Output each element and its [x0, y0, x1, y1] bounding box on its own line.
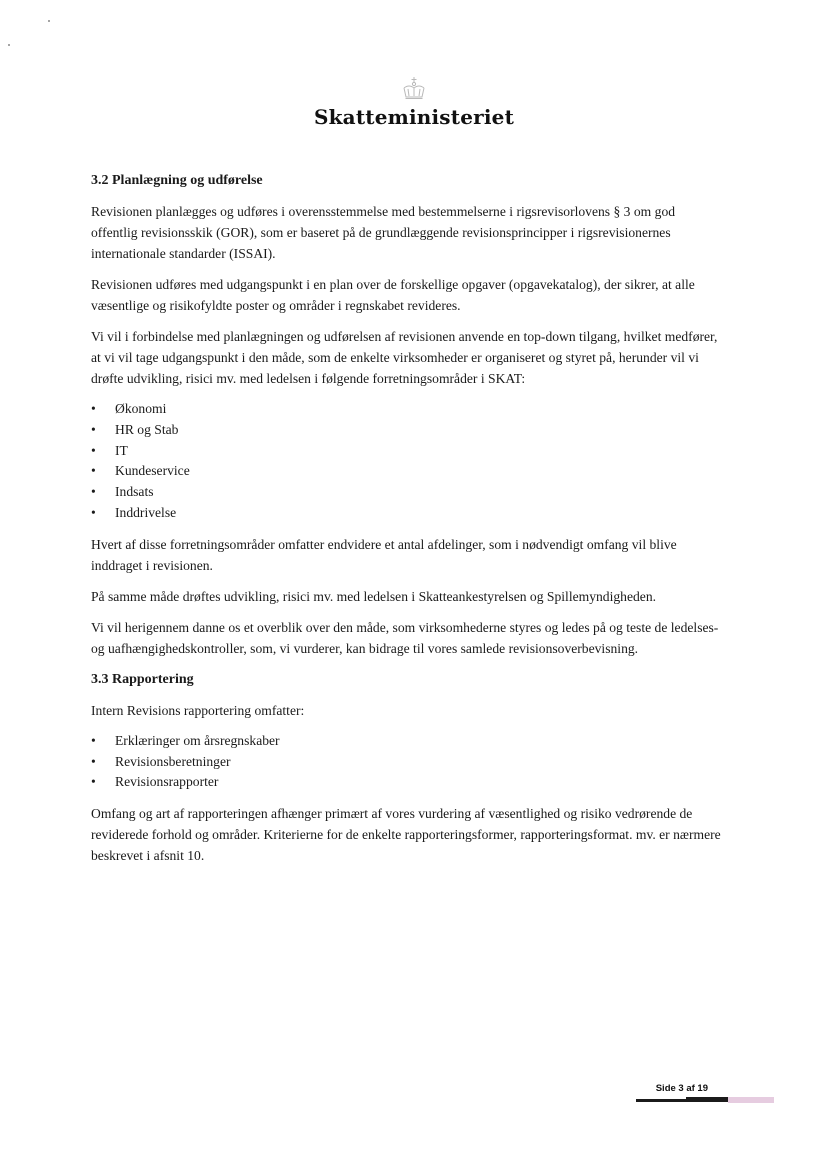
- page-number: Side 3 af 19: [655, 1083, 708, 1094]
- list-item-label: Indsats: [115, 484, 154, 500]
- paragraph: Intern Revisions rapportering omfatter:: [91, 702, 305, 718]
- letterhead: [0, 76, 828, 129]
- list-item: [91, 441, 723, 462]
- bullet-icon: •: [91, 753, 96, 769]
- paragraph: Revisionen planlægges og udføres i overensstemmelse med bestemmelserne i rigsrevisorlovens § 3 om god offentlig revisionsskik (GOR), som er baseret på de grundlæggende revisionsprincipper i rigsrevisionernes internationale standarder (ISSAI).: [91, 204, 676, 261]
- list-item-label: Revisionsrapporter: [115, 774, 219, 790]
- list-item: [91, 420, 723, 441]
- list-item-label: Inddrivelse: [115, 504, 177, 520]
- section-heading-planning: 3.2 Planlægning og udførelse: [91, 173, 263, 188]
- bullet-icon: •: [91, 442, 96, 458]
- paragraph: Vi vil herigennem danne os et overblik over den måde, som virksomhederne styres og ledes på og teste de ledelses- og uafhængighedskontroller, som, vi vurderer, kan bidrage til vores samlede revisionsoverbevisning.: [91, 619, 719, 656]
- footer-rule-accent: [728, 1097, 774, 1103]
- list-item-label: IT: [115, 442, 128, 458]
- ministry-name: Skatteministeriet: [313, 105, 515, 129]
- paragraph: På samme måde drøftes udvikling, risici mv. med ledelsen i Skatteankestyrelsen og Spillemyndigheden.: [91, 588, 657, 604]
- list-item-label: Revisionsberetninger: [115, 753, 231, 769]
- list-item: [91, 752, 723, 773]
- footer-rule-dark-thick: [686, 1097, 728, 1102]
- list-item-label: Kundeservice: [115, 463, 190, 479]
- bullet-icon: •: [91, 463, 96, 479]
- list-item: [91, 461, 723, 482]
- section-heading-reporting: 3.3 Rapportering: [91, 671, 194, 687]
- list-item-label: HR og Stab: [115, 421, 179, 437]
- paragraph: Revisionen udføres med udgangspunkt i en plan over de forskellige opgaver (opgavekatalog), der sikrer, at alle væsentlige og risikofyldte poster og områder i regnskabet revideres.: [91, 277, 695, 313]
- list-item: [91, 399, 723, 420]
- reporting-list: [91, 731, 723, 793]
- bullet-icon: •: [91, 732, 96, 748]
- scan-speck: [8, 44, 10, 46]
- list-item-label: Erklæringer om årsregnskaber: [115, 732, 280, 748]
- list-item: [91, 482, 723, 503]
- footer-rule: [636, 1097, 774, 1105]
- bullet-icon: •: [91, 774, 96, 790]
- list-item: [91, 731, 723, 752]
- bullet-icon: •: [91, 401, 96, 416]
- scan-speck: [48, 20, 50, 22]
- list-item-label: Økonomi: [115, 401, 167, 416]
- bullet-icon: •: [91, 421, 96, 437]
- business-area-list: [91, 399, 723, 524]
- crown-icon: [399, 76, 429, 102]
- bullet-icon: •: [91, 504, 96, 520]
- document-body: [91, 170, 723, 876]
- bullet-icon: •: [91, 484, 96, 500]
- paragraph: Omfang og art af rapporteringen afhænger primært af vores vurdering af væsentlighed og risiko vedrørende de reviderede forhold og områder. Kriterierne for de enkelte rapporteringsformer, rapporteringsformat. mv. er nærmere beskrevet i afsnit 10.: [91, 806, 721, 864]
- list-item: [91, 772, 723, 793]
- list-item: [91, 503, 723, 524]
- page-footer: [636, 1083, 774, 1105]
- paragraph: Vi vil i forbindelse med planlægningen og udførelsen af revisionen anvende en top-down tilgang, hvilket medfører, at vi vil tage udgangspunkt i den måde, som de enkelte virksomheder er organiseret og styret på, herunder vil vi drøfte udvikling, risici mv. med ledelsen i følgende forretningsområder i SKAT:: [91, 329, 718, 386]
- paragraph: Hvert af disse forretningsområder omfatter endvidere et antal afdelinger, som i nødvendigt omfang vil blive inddraget i revisionen.: [91, 536, 677, 573]
